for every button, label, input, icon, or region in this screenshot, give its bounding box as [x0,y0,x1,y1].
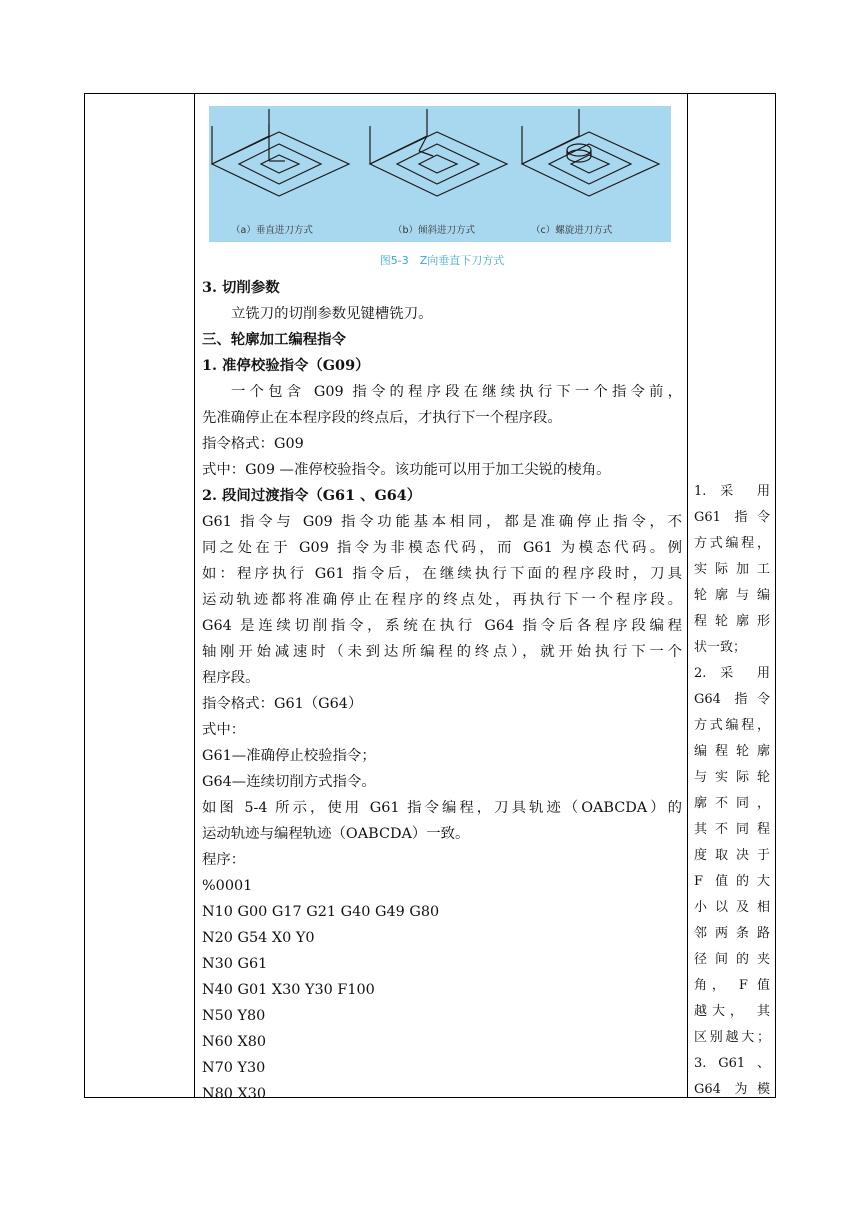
figure-5-3 [209,106,671,242]
figure-caption: 图5-3 Z向垂直下刀方式 [379,254,505,267]
text-line: 同之处在于 G09 指令为非模态代码，而 G61 为模态代码。例 [202,540,682,556]
text-line: N20 G54 X0 Y0 [202,930,315,946]
text-line: N60 X80 [202,1034,267,1050]
panel-a-drawing [212,109,349,196]
text-line: 三、轮廓加工编程指令 [202,331,346,348]
text-line: G61—准确停止校验指令； [202,748,376,764]
text-line: 运动轨迹都将准确停止在程序的终点处，再执行下一个程序段。 [202,592,682,608]
note-line: 区别越大； [694,1030,770,1045]
text-line: 式中： [202,722,246,738]
text-line: N70 Y30 [202,1060,266,1076]
note-line: 实际加工 [694,562,770,577]
note-line: 编程轮廓 [694,744,770,759]
text-line: G64 是连续切削指令，系统在执行 G64 指令后各程序段编程 [202,618,682,634]
note-line: F 值的大 [694,874,770,889]
panel-b-label: （b）倾斜进刀方式 [393,225,476,236]
text-line: %0001 [202,878,253,894]
text-line: 立铣刀的切削参数见键槽铣刀。 [231,306,433,322]
note-line: 角， F 值 [694,978,770,993]
note-line: 与实际轮 [694,770,770,785]
main-content-cell [196,94,688,1102]
side-notes [694,479,770,1103]
notes-column-cell [687,94,775,1097]
text-line: 轴刚开始减速时（未到达所编程的终点），就开始执行下一个 [202,644,682,660]
text-line: N80 X30 [202,1086,267,1102]
text-line: 2. 段间过渡指令（G61 、G64） [202,487,422,504]
left-column-cell [85,94,195,1097]
text-line: 一个包含 G09 指令的程序段在继续执行下一个指令前， [231,384,682,400]
text-line: 指令格式：G09 [202,436,304,452]
note-line: 3. G61 、 [694,1056,770,1071]
text-line: 先准确停止在本程序段的终点后，才执行下一个程序段。 [202,410,562,426]
text-line: 如图 5-4 所示，使用 G61 指令编程，刀具轨迹（OABCDA）的 [202,800,682,816]
text-line: 运动轨迹与编程轨迹（OABCDA）一致。 [202,826,470,842]
text-line: G64—连续切削方式指令。 [202,774,376,790]
text-line: N30 G61 [202,956,268,972]
note-line: 其不同程 [694,822,770,837]
note-line: G64 指令 [694,692,770,707]
text-line: 3. 切削参数 [202,279,280,296]
text-line: N50 Y80 [202,1008,266,1024]
text-line: 程序段。 [202,670,260,686]
text-line: N40 G01 X30 Y30 F100 [202,982,375,998]
panel-a-label: （a）垂直进刀方式 [231,225,313,236]
note-line: G61 指令 [694,510,770,525]
text-line: 程序： [202,852,246,868]
text-line: G61 指令与 G09 指令功能基本相同，都是准确停止指令，不 [202,514,682,530]
note-line: 轮廓与编 [694,588,770,603]
note-line: 越大， 其 [694,1004,770,1019]
panel-c-drawing [522,109,659,196]
note-line: 方式编程， [694,718,770,733]
entry-methods-diagram [209,106,671,242]
text-line: N10 G00 G17 G21 G40 G49 G80 [202,904,440,920]
note-line: 径间的夹 [694,952,770,967]
panel-b-drawing [370,109,507,196]
note-line: 方式编程， [694,536,770,551]
note-line: 小以及相 [694,900,770,915]
body-text [202,275,682,1107]
note-line: 廓不同， [694,796,770,811]
text-line: 如：程序执行 G61 指令后，在继续执行下面的程序段时，刀具 [202,566,682,582]
content-table [84,93,776,1102]
panel-c-label: （c）螺旋进刀方式 [531,225,613,236]
note-line: 邻两条路 [694,926,770,941]
note-line: 度取决于 [694,848,770,863]
text-line: 1. 准停校验指令（G09） [202,357,370,374]
text-line: 式中：G09 —准停校验指令。该功能可以用于加工尖锐的棱角。 [202,462,611,478]
note-line: 1. 采 用 [694,484,770,499]
note-line: 状一致； [694,640,747,655]
note-line: 程轮廓形 [694,614,770,629]
note-line: 2. 采 用 [694,666,770,681]
text-line: 指令格式：G61（G64） [202,696,363,712]
note-line: G64 为模 [694,1082,770,1097]
